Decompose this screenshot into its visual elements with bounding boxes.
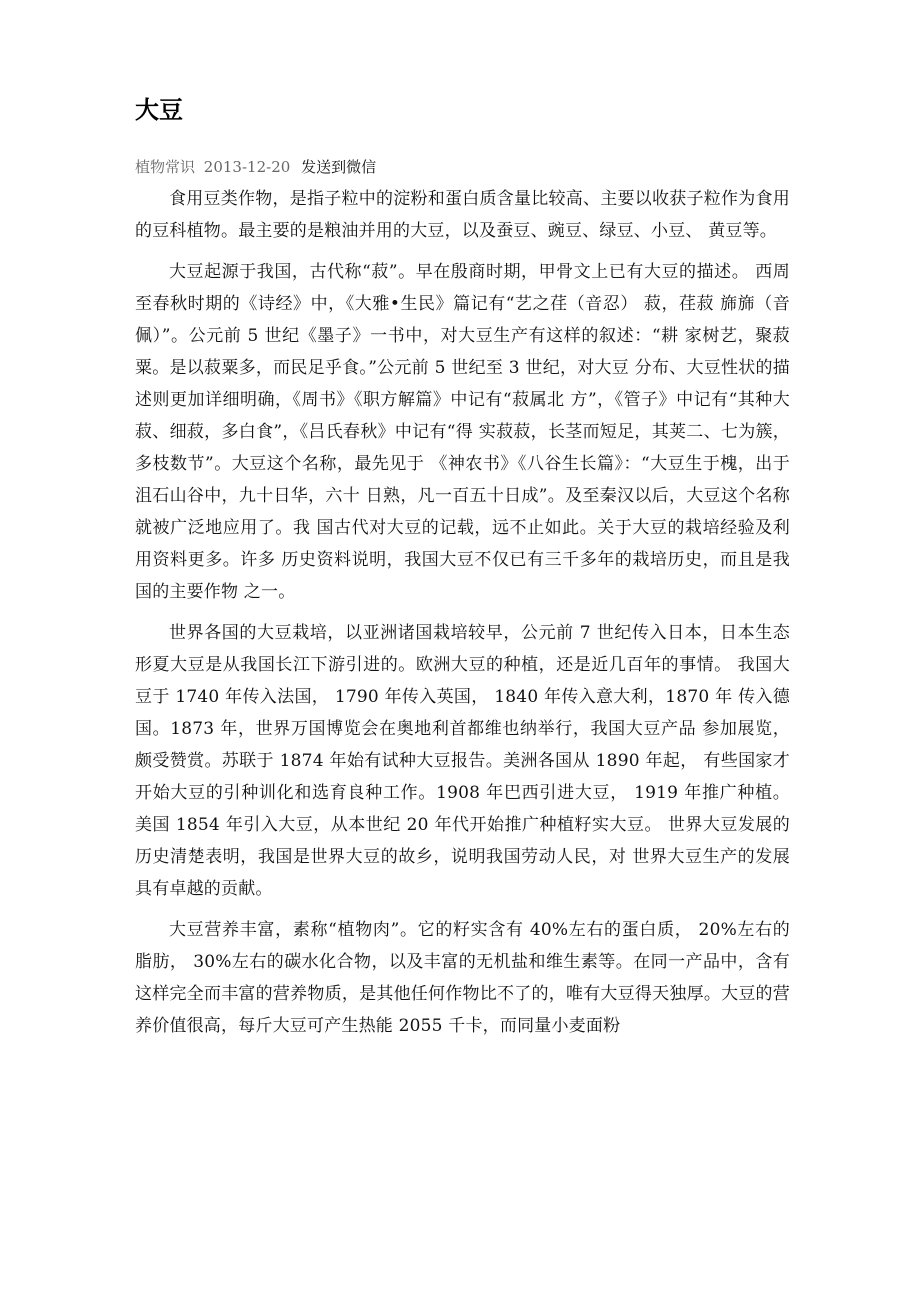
article-body <box>135 183 790 1051</box>
paragraph-origin: 大豆起源于我国，古代称“菽”。早在殷商时期，甲骨文上已有大豆的描述。 西周至春秋时期的《诗经》中，《大雅•生民》篇记有“艺之荏（音忍） 菽，荏菽 旆旆（音佩）”。公元前 5 世纪《墨子》一书中，对大豆生产有这样的叙述：“耕 家树艺，聚菽粟。是以菽粟多，而民足乎食。”公元前 5 世纪至 3 世纪，对大豆 分布、大豆性状的描述则更加详细明确，《周书》《职方解篇》中记有“菽属北 方”，《管子》中记有“其种大菽、细菽，多白食”，《吕氏春秋》中记有“得 实菽菽，长茎而短足，其荚二、七为簇，多枝数节”。大豆这个名称，最先见于 《神农书》《八谷生长篇》：“大豆生于槐，出于沮石山谷中，九十日华，六十 日熟，凡一百五十日成”。及至秦汉以后，大豆这个名称就被广泛地应用了。我 国古代对大豆的记载，远不止如此。关于大豆的栽培经验及利用资料更多。许多 历史资料说明，我国大豆不仅已有三千多年的栽培历史，而且是我国的主要作物 之一。 <box>135 262 790 602</box>
article-title: 大豆 <box>135 96 183 124</box>
paragraph-intro: 食用豆类作物，是指子粒中的淀粉和蛋白质含量比较高、主要以收获子粒作为食用的豆科植物。最主要的是粮油并用的大豆，以及蚕豆、豌豆、绿豆、小豆、 黄豆等。 <box>135 189 790 241</box>
share-to-wechat-link[interactable]: 发送到微信 <box>301 158 377 176</box>
paragraph-nutrition: 大豆营养丰富，素称“植物肉”。它的籽实含有 40%左右的蛋白质， 20%左右的脂肪， 30%左右的碳水化合物，以及丰富的无机盐和维生素等。在同一产品中，含有这样完全而丰富的营养物质，是其他任何作物比不了的，唯有大豆得天独厚。大豆的营养价值很高，每斤大豆可产生热能 2055 千卡，而同量小麦面粉 <box>135 920 790 1036</box>
publish-date: 2013-12-20 <box>203 158 291 176</box>
category-link[interactable]: 植物常识 <box>135 158 196 176</box>
article-meta <box>135 155 376 179</box>
paragraph-world-spread: 世界各国的大豆栽培，以亚洲诸国栽培较早，公元前 7 世纪传入日本，日本生态形夏大豆是从我国长江下游引进的。欧洲大豆的种植，还是近几百年的事情。 我国大豆于 1740 年传入法国， 1790 年传入英国， 1840 年传入意大利，1870 年 传入德国。1873 年，世界万国博览会在奥地利首都维也纳举行，我国大豆产品 参加展览，颇受赞赏。苏联于 1874 年始有试种大豆报告。美洲各国从 1890 年起， 有些国家才开始大豆的引种训化和选育良种工作。1908 年巴西引进大豆， 1919 年推广种植。美国 1854 年引入大豆，从本世纪 20 年代开始推广种植籽实大豆。 世界大豆发展的历史清楚表明，我国是世界大豆的故乡，说明我国劳动人民，对 世界大豆生产的发展具有卓越的贡献。 <box>135 623 790 899</box>
